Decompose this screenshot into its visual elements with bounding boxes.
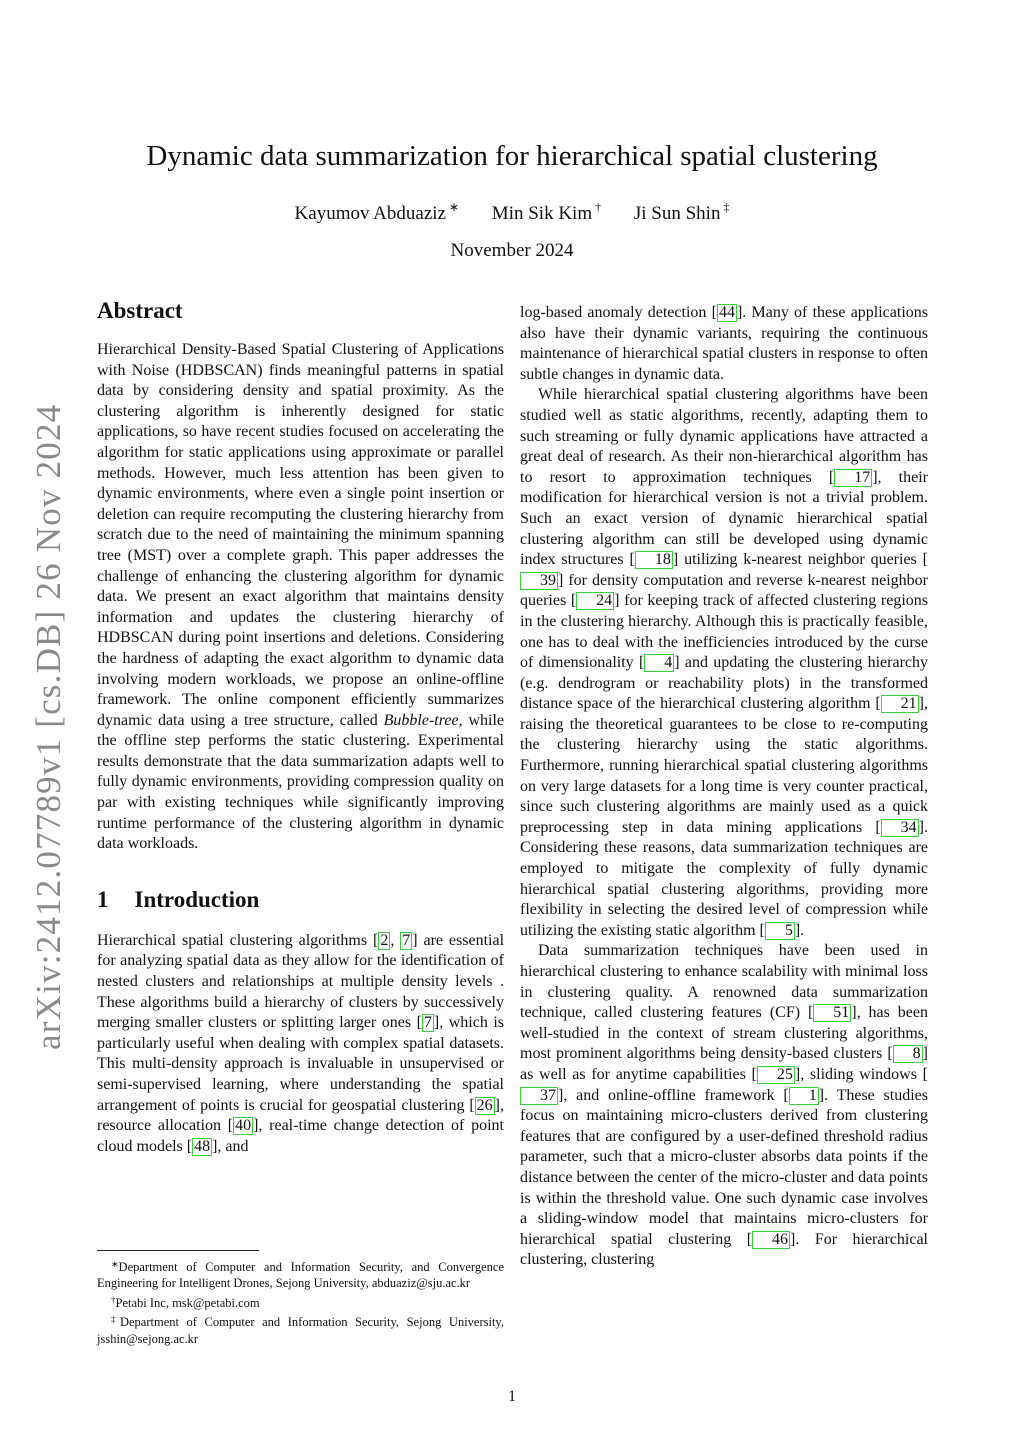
text-run: . These studies focus on maintaining micro-clusters derived from clustering features that are configured by a user-defined threshold radius parameter, such that a micro-cluster absorbs data points if the distance between the center of the micro-cluster and data points is within the threshold value. One such dynamic case involves a sliding-window model that maintains micro-clusters for hierarchical spatial clustering	[520, 1086, 928, 1248]
text-run: .	[800, 921, 805, 939]
body-paragraph: log-based anomaly detection [ 44 ]. Many of these applications also have their dynamic variants, requiring the continuous maintenance of hierarchical spatial clusters in response to often subtle changes in dynamic data.	[520, 304, 929, 383]
text-run: , raising the theoretical guarantees to be close to re-computing the clustering hierarchy using the static algorithms. Furthermore, running hierarchical spatial clustering algorithms on very large datasets for a long time is very counter practical, since such clustering algorithms are mainly used as a quick preprocessing step in data mining applications	[520, 695, 928, 836]
citation-link[interactable]: 4	[644, 654, 674, 672]
citation-link[interactable]: 25	[757, 1066, 795, 1084]
footnote-mark: ∗	[111, 1259, 119, 1269]
text-run: Data summarization techniques have been used in hierarchical clustering to enhance scalability with minimal loss in clustering quality. A renowned data summarization technique, called clustering features (CF)	[520, 942, 928, 1022]
citation-link[interactable]: 7	[402, 931, 411, 949]
citation-link[interactable]: 24	[576, 592, 614, 610]
citation-link[interactable]: 34	[881, 819, 919, 837]
text-run: for density computation and reverse k-nearest neighbor queries	[520, 571, 928, 610]
citation-link[interactable]: 40	[235, 1117, 252, 1135]
page-number: 1	[508, 1388, 516, 1405]
author-list	[60, 200, 964, 225]
footnote-text: Department of Computer and Information Security, and Convergence Engineering for Intelligent Drones, Sejong University, abduaziz@sju.ac.kr	[97, 1260, 504, 1291]
text-run: , resource allocation	[97, 1096, 504, 1135]
text-run: , and	[217, 1137, 249, 1155]
abstract-text-part: , while the offline step performs the static clustering. Experimental results demonstrate that the data summarization adapts well to fully dynamic environments, providing compression quality on par with existing techniques while significantly improving runtime performance of the clustering algorithm in dynamic data workloads.	[97, 711, 504, 853]
citation-link[interactable]: 7	[423, 1014, 432, 1032]
footnote-mark: ‡	[111, 1314, 120, 1325]
author-footnote-mark[interactable]: ∗	[448, 200, 460, 214]
abstract-italic-term: Bubble-tree	[383, 711, 459, 729]
footnote-mark: †	[111, 1294, 116, 1305]
citation-link[interactable]: 26	[476, 1096, 493, 1114]
footnote	[97, 1256, 504, 1292]
author-name: Ji Sun Shin	[633, 203, 721, 224]
footnote-text: Department of Computer and Information Security, Sejong University, jsshin@sejong.ac.kr	[97, 1315, 504, 1346]
arxiv-identifier: arXiv:2412.07789v1 [cs.DB] 26 Nov 2024	[29, 403, 68, 1050]
abstract-text-part: Hierarchical Density-Based Spatial Clustering of Applications with Noise (HDBSCAN) finds meaningful patterns in spatial data by considering density and spatial proximity. As the clustering algorithm is inherently designed for static applications, so have recent studies focused on accelerating the algorithm for static applications using approximate or parallel methods. However, much less attention has been given to dynamic environments, where even a single point insertion or deletion can require recomputing the clustering hierarchy from scratch due to the need of maintaining the minimum spanning tree (MST) over a complete graph. This paper addresses the challenge of enhancing the clustering algorithm for dynamic data. We present an exact algorithm that maintains density information and updates the clustering hierarchy of HDBSCAN during point insertions and deletions. Considering the hardness of adapting the exact algorithm to dynamic data involving modern workloads, we propose an online-offline framework. The online component efficiently summarizes dynamic data using a tree structure, called	[97, 341, 504, 729]
author-footnote-mark[interactable]: ‡	[723, 200, 730, 214]
section-heading-introduction	[97, 885, 504, 915]
text-run: , their modification for hierarchical version is not a trivial problem. Such an exact version of dynamic hierarchical spatial clustering algorithm can still be developed using dynamic index structures	[520, 468, 928, 569]
section-title: Introduction	[134, 886, 260, 912]
citation-link[interactable]: 46	[752, 1231, 790, 1249]
citation-link[interactable]: 2	[380, 931, 389, 949]
citation-link[interactable]: 8	[893, 1045, 923, 1063]
publication-date: November 2024	[450, 240, 574, 261]
citation-link[interactable]: 1	[789, 1087, 819, 1105]
footnote-text: Petabi Inc, msk@petabi.com	[115, 1295, 260, 1310]
citation-link[interactable]: 44	[718, 304, 735, 321]
citation-link[interactable]: 17	[834, 469, 872, 487]
abstract-heading: Abstract	[97, 298, 183, 323]
text-run: , real-time change detection of point cloud models	[97, 1117, 504, 1155]
citation-link[interactable]: 37	[520, 1087, 558, 1105]
author	[491, 200, 602, 224]
footnote	[97, 1292, 504, 1311]
abstract-text	[97, 340, 504, 855]
citation-link[interactable]: 21	[881, 695, 919, 713]
author	[294, 200, 460, 224]
text-run: and updating the clustering hierarchy (e.g. dendrogram or reachability plots) in the transformed distance space of the hierarchical clustering algorithm	[520, 654, 928, 713]
body-paragraph: While hierarchical spatial clustering algorithms have been studied well as static algorithms, recently, adapting them to such streaming or fully dynamic applications have attracted a great deal of research. As their non-hierarchical algorithm has to resort to approximation techniques [ 17 ], their modification for hierarchical version is not a trivial problem. Such an exact version of dynamic hierarchical spatial clustering algorithm can still be developed using dynamic index structures [ 18 ] utilizing k-nearest neighbor queries [39 ] for density computation and reverse k-nearest neighbor queries [ 24 ] for keeping track of affected clustering regions in the clustering hierarchy. Although this is practically feasible, one has to deal with the inefficiencies introduced by the curse of dimensionality [ 4 ] and updating the clustering hierarchy (e.g. dendrogram or reachability plots) in the transformed distance space of the hierarchical clustering algorithm [ 21 ], raising the theoretical guarantees to be close to re-computing the clustering hierarchy using the static algorithms. Furthermore, running hierarchical spatial clustering algorithms on very large datasets for a long time is very counter practical, since such clustering algorithms are mainly used as a quick preprocessing step in data mining applications [ 34 ]. Considering these reasons, data summarization techniques are employed to mitigate the complexity of fully dynamic hierarchical spatial clustering algorithms, providing more flexibility in selecting the desired level of compression while utilizing the existing static algorithm [ 5 ].	[520, 386, 928, 939]
text-run: . For hierarchical clustering, clustering	[520, 1230, 929, 1269]
text-run: , and online-offline framework	[563, 1086, 784, 1104]
footnote	[97, 1311, 504, 1347]
author-footnote-mark[interactable]: †	[595, 200, 602, 214]
author-name: Kayumov Abduaziz	[294, 203, 446, 224]
footnotes	[97, 1256, 504, 1347]
citation-link[interactable]: 5	[765, 922, 795, 940]
text-run: . Many of these applications also have their dynamic variants, requiring the continuous maintenance of hierarchical spatial clusters in response to often subtle changes in dynamic data.	[520, 304, 929, 383]
text-run: are essential for analyzing spatial data as they allow for the identification of nested clusters and relationships at multiple density levels . These algorithms build a hierarchy of clusters by successively merging smaller clusters or splitting larger ones	[97, 931, 505, 1032]
text-run: While hierarchical spatial clustering algorithms have been studied well as static algorithms, recently, adapting them to such streaming or fully dynamic applications have attracted a great deal of research. As their non-hierarchical algorithm has to resort to approximation techniques	[520, 386, 928, 486]
citation-link[interactable]: 39	[520, 572, 558, 590]
text-run: . Considering these reasons, data summarization techniques are employed to mitigate the complexity of fully dynamic hierarchical spatial clustering algorithms, providing more flexibility in selecting the desired level of compression while utilizing the existing static algorithm	[520, 818, 928, 939]
left-column	[97, 296, 504, 1157]
section-number: 1	[97, 886, 109, 912]
author	[633, 200, 730, 224]
citation-link[interactable]: 51	[813, 1004, 851, 1022]
text-run: , has been well-studied in the context of stream clustering algorithms, most prominent algorithms being density-based clusters	[520, 1004, 929, 1063]
citation-link[interactable]: 18	[635, 551, 673, 569]
text-run: for keeping track of affected clustering regions in the clustering hierarchy. Although this is practically feasible, one has to deal with the inefficiencies introduced by the curse of dimensionality	[520, 592, 928, 672]
author-name: Min Sik Kim	[491, 203, 593, 224]
text-run: ,	[390, 931, 401, 949]
text-run: , sliding windows	[800, 1065, 923, 1083]
text-run: log-based anomaly detection	[520, 304, 712, 321]
text-run: , which is particularly useful when dealing with complex spatial datasets. This multi-density approach is invaluable in unsupervised or semi-supervised learning, where understanding the spatial arrangement of points is crucial for geospatial clustering	[97, 1014, 504, 1114]
text-run: utilizing k-nearest neighbor queries	[678, 551, 923, 569]
text-run: as well as for anytime capabilities	[520, 1065, 752, 1083]
body-paragraph: Data summarization techniques have been used in hierarchical clustering to enhance scalability with minimal loss in clustering quality. A renowned data summarization technique, called clustering features (CF) [ 51 ], has been well-studied in the context of stream clustering algorithms, most prominent algorithms being density-based clusters [ 8 ] as well as for anytime capabilities [ 25 ], sliding windows [37 ], and online-offline framework [ 1 ]. These studies focus on maintaining micro-clusters derived from clustering features that are configured by a user-defined threshold radius parameter, such that a micro-cluster absorbs data points if the distance between the center of the micro-cluster and data points is within the threshold value. One such dynamic case involves a sliding-window model that maintains micro-clusters for hierarchical spatial clustering [ 46 ]. For hierarchical clustering, clustering	[520, 942, 929, 1269]
footnote-divider	[97, 1250, 259, 1251]
introduction-paragraph: Hierarchical spatial clustering algorithms [ 2 , 7 ] are essential for analyzing spatial data as they allow for the identification of nested clusters and relationships at multiple density levels . These algorithms build a hierarchy of clusters by successively merging smaller clusters or splitting larger ones [ 7 ], which is particularly useful when dealing with complex spatial datasets. This multi-density approach is invaluable in unsupervised or semi-supervised learning, where understanding the spatial arrangement of points is crucial for geospatial clustering [ 26 ], resource allocation [ 40 ], real-time change detection of point cloud models [ 48 ], and	[97, 931, 505, 1155]
text-run: Hierarchical spatial clustering algorithms	[97, 931, 373, 949]
right-column	[520, 303, 928, 1271]
citation-link[interactable]: 48	[194, 1137, 211, 1155]
paper-title: Dynamic data summarization for hierarchical spatial clustering	[146, 140, 878, 172]
